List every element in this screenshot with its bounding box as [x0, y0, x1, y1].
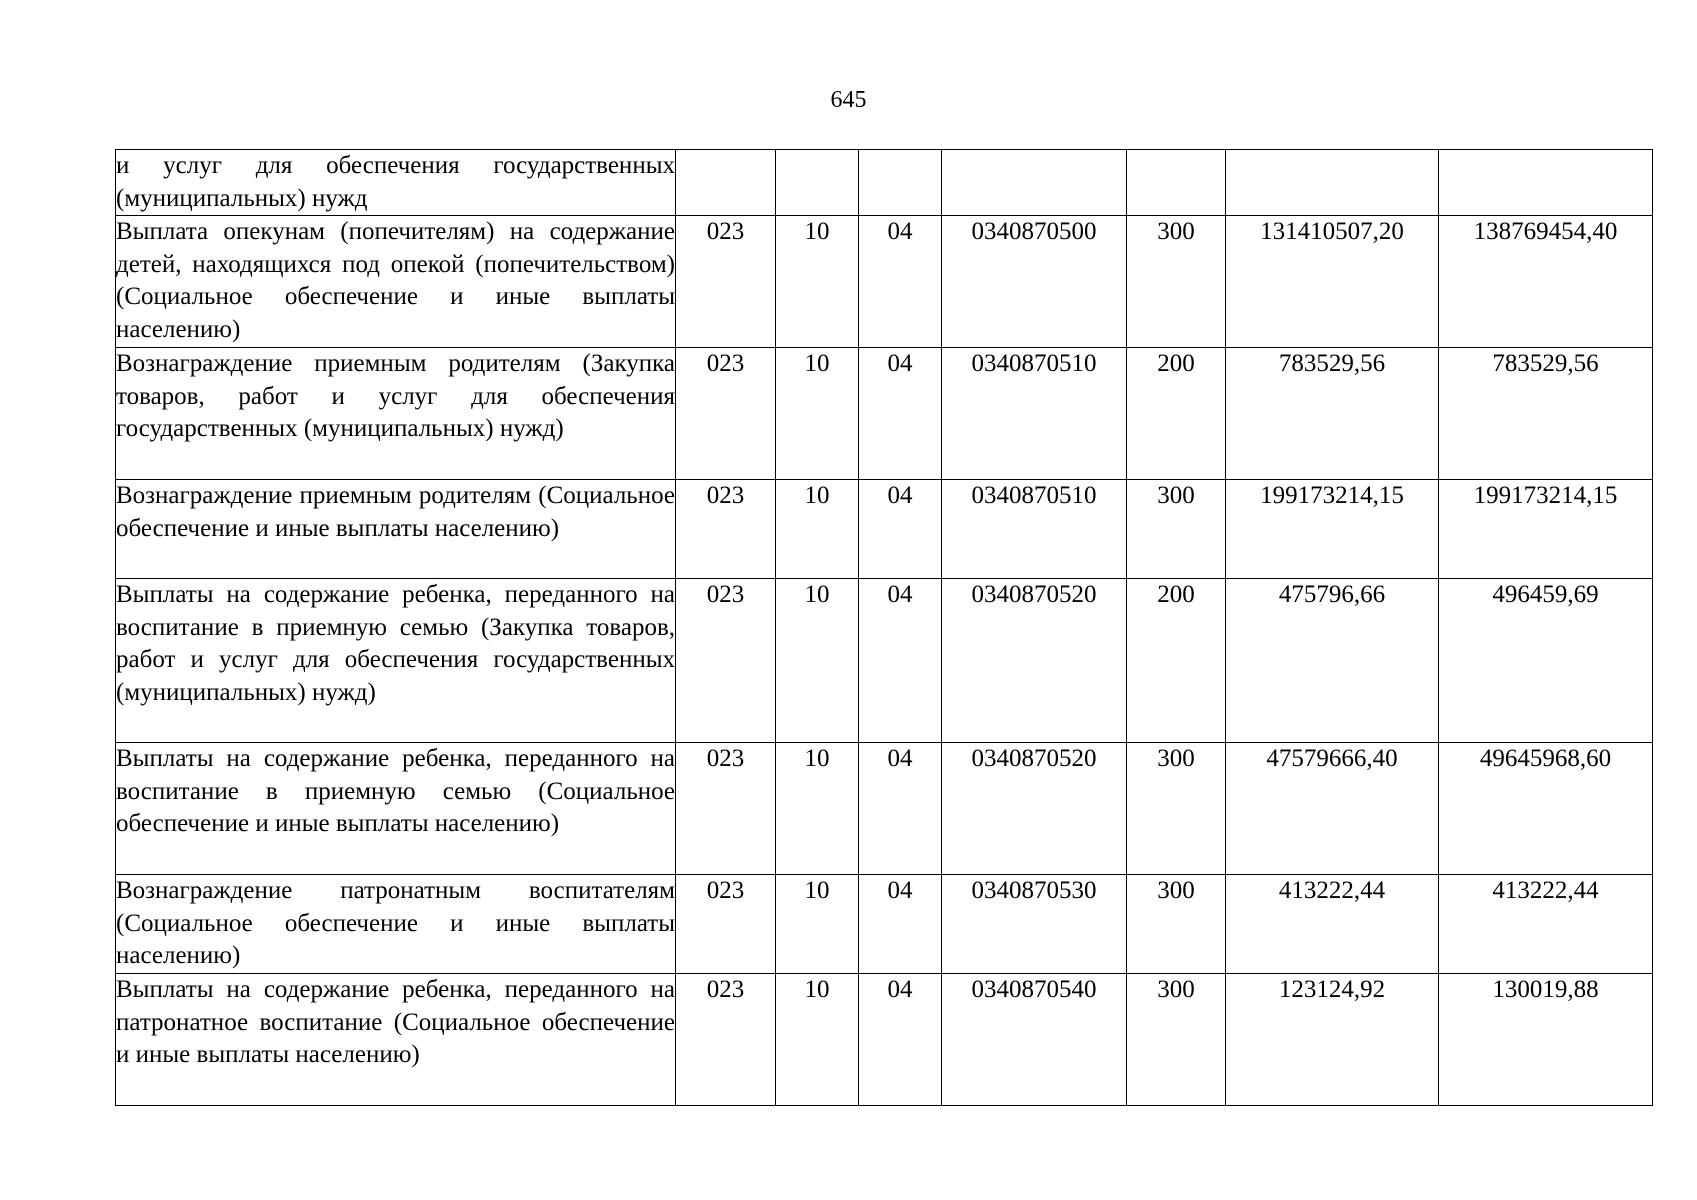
expense-type-code-cell: 300	[1127, 216, 1226, 348]
table-row	[116, 216, 1653, 348]
dept-code-cell: 023	[676, 579, 776, 743]
amount-year-1-cell: 47579666,40	[1226, 743, 1439, 875]
target-item-code-cell: 0340870510	[942, 348, 1127, 480]
dept-code-cell: 023	[676, 875, 776, 974]
amount-year-1-cell: 413222,44	[1226, 875, 1439, 974]
target-item-code-cell: 0340870520	[942, 579, 1127, 743]
table-row	[116, 974, 1653, 1106]
amount-year-1-cell	[1226, 150, 1439, 216]
row-description: Выплаты на содержание ребенка, переданного на воспитание в приемную семью (Закупка товаров, работ и услуг для обеспечения государственных (муниципальных) нужд)	[116, 579, 676, 743]
expense-type-code-cell: 300	[1127, 480, 1226, 579]
target-item-code-cell: 0340870540	[942, 974, 1127, 1106]
section-code-cell	[776, 150, 859, 216]
subsection-code-cell: 04	[859, 875, 942, 974]
amount-year-1-cell: 131410507,20	[1226, 216, 1439, 348]
dept-code-cell: 023	[676, 974, 776, 1106]
target-item-code-cell: 0340870520	[942, 743, 1127, 875]
subsection-code-cell: 04	[859, 743, 942, 875]
section-code-cell: 10	[776, 348, 859, 480]
table-row	[116, 743, 1653, 875]
section-code-cell: 10	[776, 875, 859, 974]
dept-code-cell: 023	[676, 348, 776, 480]
amount-year-2-cell: 199173214,15	[1439, 480, 1653, 579]
amount-year-2-cell	[1439, 150, 1653, 216]
row-description: и услуг для обеспечения государственных (муниципальных) нужд	[116, 150, 676, 216]
dept-code-cell: 023	[676, 480, 776, 579]
expense-type-code-cell: 200	[1127, 579, 1226, 743]
amount-year-1-cell: 475796,66	[1226, 579, 1439, 743]
amount-year-1-cell: 123124,92	[1226, 974, 1439, 1106]
amount-year-2-cell: 49645968,60	[1439, 743, 1653, 875]
amount-year-2-cell: 130019,88	[1439, 974, 1653, 1106]
subsection-code-cell: 04	[859, 348, 942, 480]
dept-code-cell: 023	[676, 743, 776, 875]
subsection-code-cell: 04	[859, 974, 942, 1106]
section-code-cell: 10	[776, 579, 859, 743]
amount-year-2-cell: 496459,69	[1439, 579, 1653, 743]
dept-code-cell: 023	[676, 216, 776, 348]
table-row	[116, 579, 1653, 743]
section-code-cell: 10	[776, 216, 859, 348]
page-number: 645	[830, 87, 867, 113]
amount-year-1-cell: 783529,56	[1226, 348, 1439, 480]
row-description: Вознаграждение приемным родителям (Социальное обеспечение и иные выплаты населению)	[116, 480, 676, 579]
row-description: Вознаграждение приемным родителям (Закупка товаров, работ и услуг для обеспечения государственных (муниципальных) нужд)	[116, 348, 676, 480]
section-code-cell: 10	[776, 743, 859, 875]
budget-table	[115, 149, 1653, 1106]
expense-type-code-cell: 300	[1127, 875, 1226, 974]
expense-type-code-cell: 200	[1127, 348, 1226, 480]
amount-year-2-cell: 413222,44	[1439, 875, 1653, 974]
expense-type-code-cell: 300	[1127, 974, 1226, 1106]
subsection-code-cell	[859, 150, 942, 216]
expense-type-code-cell: 300	[1127, 743, 1226, 875]
subsection-code-cell: 04	[859, 579, 942, 743]
row-description: Выплата опекунам (попечителям) на содержание детей, находящихся под опекой (попечительством) (Социальное обеспечение и иные выплаты населению)	[116, 216, 676, 348]
table-row	[116, 348, 1653, 480]
row-description: Выплаты на содержание ребенка, переданного на патронатное воспитание (Социальное обеспечение и иные выплаты населению)	[116, 974, 676, 1106]
amount-year-1-cell: 199173214,15	[1226, 480, 1439, 579]
table-row	[116, 875, 1653, 974]
section-code-cell: 10	[776, 480, 859, 579]
subsection-code-cell: 04	[859, 480, 942, 579]
amount-year-2-cell: 138769454,40	[1439, 216, 1653, 348]
target-item-code-cell: 0340870510	[942, 480, 1127, 579]
amount-year-2-cell: 783529,56	[1439, 348, 1653, 480]
target-item-code-cell	[942, 150, 1127, 216]
target-item-code-cell: 0340870500	[942, 216, 1127, 348]
section-code-cell: 10	[776, 974, 859, 1106]
table-row	[116, 480, 1653, 579]
target-item-code-cell: 0340870530	[942, 875, 1127, 974]
dept-code-cell	[676, 150, 776, 216]
subsection-code-cell: 04	[859, 216, 942, 348]
row-description: Вознаграждение патронатным воспитателям (Социальное обеспечение и иные выплаты населению)	[116, 875, 676, 974]
row-description: Выплаты на содержание ребенка, переданного на воспитание в приемную семью (Социальное обеспечение и иные выплаты населению)	[116, 743, 676, 875]
expense-type-code-cell	[1127, 150, 1226, 216]
table-row	[116, 150, 1653, 216]
